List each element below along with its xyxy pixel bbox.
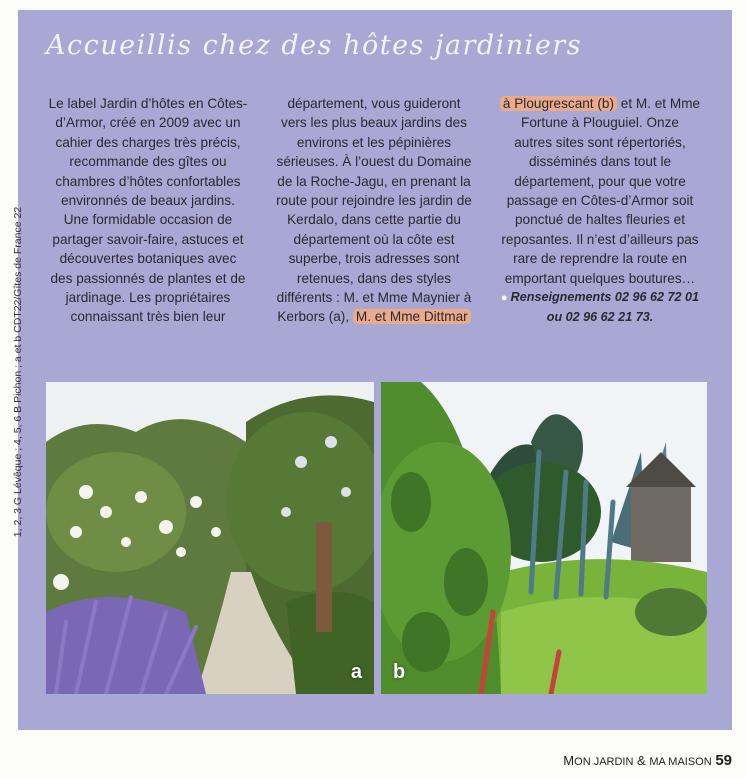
- text-line: partager savoir-faire, astuces et: [52, 231, 244, 247]
- footer-on: ON: [574, 756, 591, 768]
- contact-line: [492, 288, 708, 308]
- text-line: jardinage. Les propriétaires: [65, 290, 231, 306]
- contact-phone-1: Renseignements 02 96 62 72 01: [510, 290, 699, 305]
- garden-photo-b: [381, 382, 707, 694]
- text-line: superbe, trois adresses sont: [288, 251, 460, 267]
- text-line: cahier des charges très précis,: [55, 134, 241, 150]
- text-line: Le label Jardin d’hôtes en Côtes-: [48, 96, 248, 111]
- article-panel: [18, 10, 732, 730]
- text-span: Kerbors (a),: [277, 309, 353, 325]
- photo-credit: 1, 2, 3 G Lévêque ; 4, 5, 6 B Pichon ; a et b CDT22/Gîtes de France 22: [12, 206, 24, 538]
- footer-ma: MA: [649, 756, 666, 768]
- text-line: environs et les pépinières: [296, 134, 452, 150]
- contact-line: ou 02 96 62 21 73.: [546, 310, 654, 325]
- text-line: connaissant très bien leur: [70, 309, 226, 325]
- text-line: emportant quelques boutures…: [504, 270, 696, 286]
- text-line: de la Roche-Jagu, en prenant la: [277, 173, 471, 189]
- text-line: rare de reprendre la route en: [513, 251, 687, 267]
- text-line: département, pour que votre: [514, 173, 686, 189]
- article-heading: Accueillis chez des hôtes jardiniers: [46, 30, 583, 61]
- text-line: reposantes. Il n’est d’ailleurs pas: [501, 231, 699, 247]
- text-line: ponctué de haltes fleuries et: [514, 212, 686, 228]
- text-line: différents : M. et Mme Maynier à: [276, 290, 472, 306]
- text-line: chambres d’hôtes confortables: [55, 173, 241, 189]
- text-line: disséminés dans tout le: [528, 154, 672, 170]
- bullet-icon: ●: [501, 292, 508, 305]
- text-line: [492, 94, 708, 113]
- text-line: des passionnés de plantes et de: [50, 270, 246, 286]
- footer-jardin: JARDIN: [590, 756, 634, 768]
- text-line: Une formidable occasion de: [63, 212, 233, 228]
- text-line: recommande des gîtes ou: [69, 154, 227, 170]
- garden-photo-a: [46, 382, 374, 694]
- page-footer: [563, 752, 732, 769]
- text-line: retenues, dans des styles: [296, 270, 452, 286]
- text-line: Kerdalo, dans cette partie du: [287, 212, 461, 228]
- text-line: découvertes botaniques avec: [59, 251, 237, 267]
- highlighted-place: à Plougrescant (b): [500, 96, 617, 111]
- text-column-1: [40, 94, 256, 327]
- text-line: vers les plus beaux jardins des: [281, 115, 467, 131]
- text-line: d’Armor, créé en 2009 avec un: [55, 115, 241, 131]
- text-line: passage en Côtes-d’Armor soit: [506, 193, 694, 209]
- text-line: département, vous guideront: [287, 96, 461, 111]
- text-line: sérieuses. À l’ouest du Domaine: [276, 154, 472, 170]
- text-line: autres sites sont répertoriés,: [514, 134, 686, 150]
- footer-maison: MAISON: [665, 756, 712, 768]
- text-line: environnés de beaux jardins.: [61, 193, 235, 209]
- text-line: [266, 307, 482, 326]
- photo-label-b: b: [393, 661, 406, 683]
- photo-label-a: a: [350, 661, 362, 683]
- text-line: département où la côte est: [293, 231, 455, 247]
- text-line: Fortune à Plouguiel. Onze: [521, 115, 679, 131]
- footer-amp: &: [633, 753, 650, 768]
- text-column-3: [492, 94, 708, 328]
- text-line: route pour rejoindre les jardin de: [276, 193, 472, 209]
- footer-m: M: [563, 753, 575, 768]
- text-span: et M. et Mme: [616, 96, 701, 111]
- page-number: 59: [715, 752, 732, 769]
- text-column-2: [266, 94, 482, 327]
- highlighted-name: M. et Mme Dittmar: [353, 309, 471, 324]
